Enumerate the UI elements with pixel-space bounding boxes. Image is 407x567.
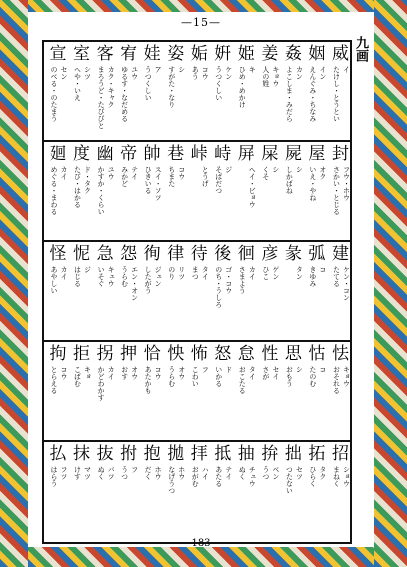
- kanji-entry: [162, 442, 186, 540]
- kanji-character: 抜: [96, 444, 114, 464]
- kanji-entry: [91, 442, 115, 540]
- kanji-character: 怩: [73, 244, 91, 264]
- kanji-character: 屍: [284, 144, 302, 164]
- kanji-character: 弧: [308, 244, 326, 264]
- kanji-character: 峙: [214, 144, 232, 164]
- kanji-character: 室: [73, 44, 91, 64]
- kanji-reading: シ おもう: [285, 366, 304, 387]
- kanji-character: 怙: [308, 344, 326, 364]
- kanji-entry: [44, 342, 68, 440]
- kanji-entry: [209, 442, 233, 540]
- kanji-character: 待: [190, 244, 208, 264]
- kanji-character: 怪: [49, 244, 67, 264]
- kanji-reading: とうげ: [201, 166, 210, 187]
- kanji-reading: ド いかる: [214, 366, 233, 387]
- kanji-entry: [279, 42, 303, 140]
- kanji-reading: ジ はじる: [73, 266, 92, 287]
- kanji-character: 拚: [261, 444, 279, 464]
- kanji-character: 怠: [237, 344, 255, 364]
- kanji-reading: ショウ まねく: [332, 466, 351, 487]
- kanji-character: 廻: [49, 144, 67, 164]
- kanji-character: 怯: [331, 344, 349, 364]
- kanji-reading: バツ ぬく: [97, 466, 116, 480]
- kanji-entry: [138, 42, 162, 140]
- kanji-character: 宣: [49, 44, 67, 64]
- kanji-entry: [326, 42, 350, 140]
- kanji-entry: [68, 242, 92, 340]
- kanji-reading: カイ めぐる・まわる: [50, 166, 68, 215]
- kanji-reading: セツ つたない: [285, 466, 304, 494]
- kanji-character: 姦: [284, 44, 302, 64]
- decorative-border-right: [374, 0, 407, 567]
- kanji-reading: オウ おす: [120, 366, 139, 380]
- kanji-character: 姸: [214, 44, 232, 64]
- kanji-grid: [42, 40, 352, 544]
- kanji-reading: フウ・ホウ さかい・とじる: [332, 166, 351, 215]
- kanji-reading: フツ はらう: [50, 466, 68, 487]
- kanji-reading: ケン うつくしい: [214, 66, 233, 101]
- kanji-entry: [326, 242, 350, 340]
- kanji-character: 姫: [237, 44, 255, 64]
- kanji-entry: [162, 42, 186, 140]
- decorative-border-left: [0, 0, 28, 567]
- kanji-reading: ゲン ひこ: [261, 266, 280, 280]
- grid-row: [44, 242, 350, 342]
- kanji-reading: ジュン したがう: [144, 266, 163, 294]
- kanji-character: 娃: [143, 44, 161, 64]
- kanji-entry: [44, 442, 68, 540]
- kanji-reading: ハイ おがむ: [191, 466, 210, 487]
- kanji-reading: キ ひめ・めかけ: [238, 66, 257, 108]
- kanji-reading: ベン うつ: [261, 466, 280, 480]
- kanji-reading: ヘイ・ビョウ: [248, 166, 257, 208]
- kanji-reading: シ しかばね: [285, 166, 304, 194]
- kanji-reading: コウ あう: [191, 66, 210, 80]
- grid-row: [44, 442, 350, 540]
- kanji-entry: [185, 42, 209, 140]
- kanji-character: 律: [167, 244, 185, 264]
- kanji-entry: [185, 242, 209, 340]
- kanji-entry: [256, 442, 280, 540]
- kanji-entry: [162, 142, 186, 240]
- kanji-reading: ア うつくしい: [144, 66, 163, 101]
- kanji-reading: コ たのむ: [308, 366, 327, 387]
- kanji-entry: [303, 442, 327, 540]
- kanji-character: 急: [96, 244, 114, 264]
- kanji-reading: リツ のり: [167, 266, 186, 280]
- kanji-character: 拋: [167, 444, 185, 464]
- kanji-entry: [68, 442, 92, 540]
- kanji-entry: [256, 142, 280, 240]
- kanji-reading: イン えんぐみ・ちなみ: [308, 66, 327, 122]
- kanji-character: 怏: [167, 344, 185, 364]
- kanji-entry: [303, 142, 327, 240]
- kanji-entry: [44, 142, 68, 240]
- kanji-reading: ユウ ゆるす・なだめる: [120, 66, 139, 122]
- kanji-character: 徊: [237, 244, 255, 264]
- kanji-reading: キョウ おそれる: [332, 366, 351, 394]
- kanji-entry: [91, 142, 115, 240]
- kanji-reading: オウ うらむ: [167, 366, 186, 387]
- kanji-character: 怖: [190, 344, 208, 364]
- kanji-reading: コウ とらえる: [50, 366, 68, 394]
- kanji-reading: シ くそ: [261, 166, 280, 180]
- kanji-reading: タン: [295, 266, 304, 280]
- kanji-character: 拝: [190, 444, 208, 464]
- kanji-entry: [232, 42, 256, 140]
- kanji-entry: [279, 342, 303, 440]
- kanji-entry: [138, 442, 162, 540]
- kanji-character: 峠: [190, 144, 208, 164]
- kanji-reading: カク・キャク まろうど・たびびと: [97, 66, 116, 129]
- kanji-entry: [44, 42, 68, 140]
- kanji-character: 拊: [120, 444, 138, 464]
- kanji-reading: ホウ だく: [144, 466, 163, 480]
- kanji-entry: [162, 242, 186, 340]
- kanji-character: 度: [73, 144, 91, 164]
- kanji-character: 巷: [167, 144, 185, 164]
- kanji-character: 姻: [308, 44, 326, 64]
- kanji-entry: [115, 142, 139, 240]
- kanji-character: 姤: [190, 44, 208, 64]
- kanji-character: 抱: [143, 444, 161, 464]
- kanji-character: 抵: [214, 444, 232, 464]
- kanji-character: 客: [96, 44, 114, 64]
- kanji-reading: コウ ちまた: [167, 166, 186, 187]
- kanji-character: 彦: [261, 244, 279, 264]
- kanji-character: 押: [120, 344, 138, 364]
- kanji-entry: [209, 342, 233, 440]
- kanji-character: 払: [49, 444, 67, 464]
- kanji-entry: [68, 42, 92, 140]
- kanji-character: 抹: [73, 444, 91, 464]
- kanji-entry: [115, 42, 139, 140]
- grid-row: [44, 342, 350, 442]
- kanji-reading: カイ あやしい: [50, 266, 68, 294]
- section-label: 九画: [353, 36, 368, 62]
- kanji-entry: [279, 142, 303, 240]
- kanji-character: 屎: [261, 144, 279, 164]
- kanji-character: 拐: [96, 344, 114, 364]
- kanji-entry: [326, 342, 350, 440]
- kanji-reading: マツ けす: [73, 466, 92, 480]
- kanji-entry: [91, 342, 115, 440]
- kanji-character: 怒: [214, 344, 232, 364]
- kanji-entry: [279, 242, 303, 340]
- kanji-character: 招: [331, 444, 349, 464]
- kanji-reading: ユウ かすか・くらい: [97, 166, 116, 215]
- kanji-character: 彖: [284, 244, 302, 264]
- kanji-entry: [232, 442, 256, 540]
- kanji-reading: ジ そばだつ: [214, 166, 233, 194]
- kanji-reading: ゴ・コウ のち・うしろ: [214, 266, 233, 308]
- kanji-entry: [279, 442, 303, 540]
- kanji-entry: [256, 242, 280, 340]
- kanji-entry: [209, 242, 233, 340]
- kanji-reading: キョウ 人の姓: [261, 66, 280, 87]
- kanji-character: 後: [214, 244, 232, 264]
- kanji-character: 幽: [96, 144, 114, 164]
- kanji-character: 帝: [120, 144, 138, 164]
- kanji-reading: スイ・ソツ ひきいる: [144, 166, 163, 201]
- grid-row: [44, 42, 350, 142]
- kanji-reading: カン よこしま・みだら: [285, 66, 304, 122]
- kanji-reading: カイ かどわかす: [97, 366, 116, 401]
- kanji-character: 建: [331, 244, 349, 264]
- kanji-reading: コ きゆみ: [308, 266, 327, 287]
- kanji-reading: チュウ ぬく: [238, 466, 257, 487]
- kanji-entry: [326, 442, 350, 540]
- kanji-character: 思: [284, 344, 302, 364]
- kanji-reading: フ うつ: [120, 466, 139, 480]
- page-number: —15—: [181, 16, 221, 29]
- kanji-reading: テイ みかど: [120, 166, 139, 187]
- kanji-entry: [256, 42, 280, 140]
- kanji-entry: [115, 342, 139, 440]
- kanji-entry: [115, 242, 139, 340]
- kanji-entry: [138, 342, 162, 440]
- kanji-character: 帥: [143, 144, 161, 164]
- kanji-reading: ホウ なげうつ: [167, 466, 186, 494]
- kanji-entry: [232, 342, 256, 440]
- kanji-entry: [256, 342, 280, 440]
- decorative-border-bottom: [28, 547, 374, 567]
- kanji-character: 拓: [308, 444, 326, 464]
- kanji-character: 抽: [237, 444, 255, 464]
- kanji-entry: [91, 242, 115, 340]
- kanji-entry: [303, 42, 327, 140]
- kanji-entry: [209, 42, 233, 140]
- kanji-entry: [44, 242, 68, 340]
- kanji-entry: [185, 342, 209, 440]
- kanji-character: 徇: [143, 244, 161, 264]
- kanji-character: 姿: [167, 44, 185, 64]
- kanji-character: 屋: [308, 144, 326, 164]
- page-sheet: [28, 12, 374, 547]
- kanji-character: 宥: [120, 44, 138, 64]
- kanji-reading: タイ おこたる: [238, 366, 257, 394]
- kanji-entry: [232, 242, 256, 340]
- kanji-character: 拘: [49, 344, 67, 364]
- kanji-character: 封: [331, 144, 349, 164]
- kanji-character: 怨: [120, 244, 138, 264]
- kanji-reading: ド・タク たび・はかる: [73, 166, 92, 208]
- kanji-reading: タイ まつ: [191, 266, 210, 280]
- kanji-reading: タク ひらく: [308, 466, 327, 487]
- kanji-character: 性: [261, 344, 279, 364]
- kanji-character: 恰: [143, 344, 161, 364]
- kanji-entry: [162, 342, 186, 440]
- kanji-entry: [209, 142, 233, 240]
- kanji-reading: テイ あたる: [214, 466, 233, 487]
- kanji-reading: セン のべる・のたまう: [50, 66, 68, 122]
- kanji-entry: [91, 42, 115, 140]
- kanji-reading: オク いえ・やね: [308, 166, 327, 201]
- kanji-reading: フ こわい: [191, 366, 210, 387]
- kanji-character: 屏: [237, 144, 255, 164]
- kanji-reading: キョ こばむ: [73, 366, 92, 387]
- kanji-character: 拙: [284, 444, 302, 464]
- kanji-reading: イ たけし・とうとい: [332, 66, 351, 122]
- decorative-border-top: [28, 0, 374, 12]
- kanji-entry: [232, 142, 256, 240]
- kanji-entry: [303, 342, 327, 440]
- kanji-entry: [185, 442, 209, 540]
- kanji-entry: [68, 142, 92, 240]
- kanji-reading: キュウ いそぐ: [97, 266, 116, 287]
- kanji-reading: セイ さが: [261, 366, 280, 380]
- kanji-entry: [68, 342, 92, 440]
- kanji-reading: ケン・コン たてる: [332, 266, 351, 301]
- kanji-character: 威: [331, 44, 349, 64]
- grid-row: [44, 142, 350, 242]
- kanji-reading: シツ へや・いえ: [73, 66, 92, 101]
- kanji-entry: [138, 142, 162, 240]
- kanji-reading: エン・オン うらむ: [120, 266, 139, 301]
- bottom-page-number: 183: [191, 538, 211, 549]
- kanji-entry: [326, 142, 350, 240]
- kanji-reading: シ すがた・なり: [167, 66, 186, 108]
- kanji-reading: カイ さまよう: [238, 266, 257, 294]
- kanji-entry: [185, 142, 209, 240]
- kanji-reading: コウ あたかも: [144, 366, 163, 394]
- kanji-character: 姜: [261, 44, 279, 64]
- kanji-entry: [303, 242, 327, 340]
- kanji-entry: [115, 442, 139, 540]
- kanji-entry: [138, 242, 162, 340]
- kanji-character: 拒: [73, 344, 91, 364]
